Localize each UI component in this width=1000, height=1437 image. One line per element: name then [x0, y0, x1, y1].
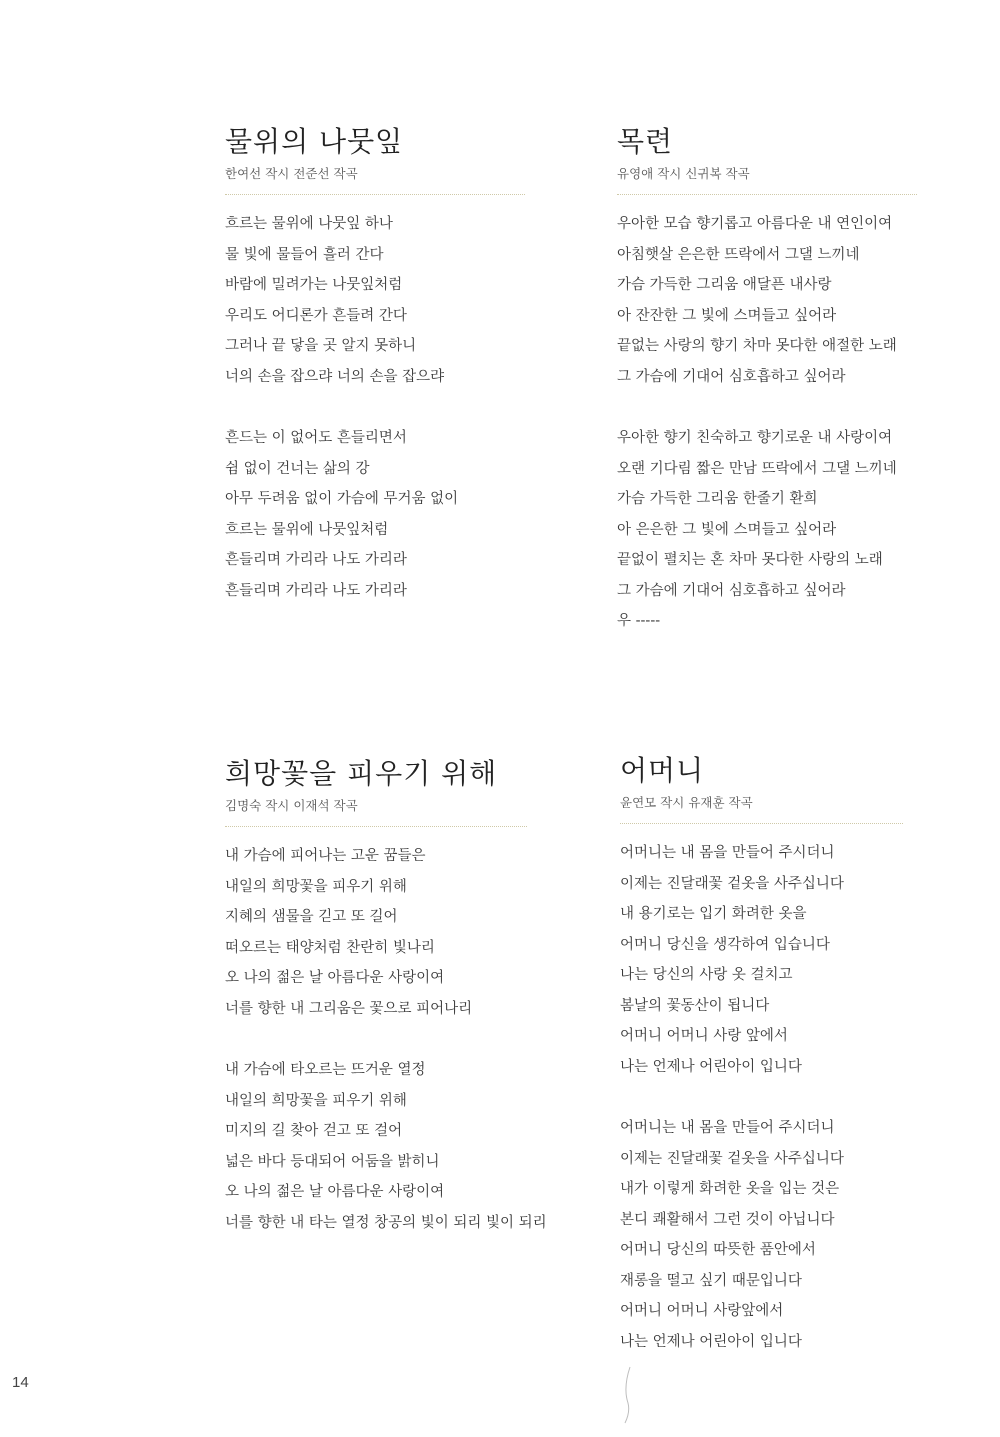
- song-block-3: [225, 756, 555, 1238]
- song-block-2: [617, 124, 947, 637]
- lyric-line: 내가 이렇게 화려한 옷을 입는 것은: [620, 1181, 840, 1197]
- song-lyrics: [620, 838, 950, 1357]
- song-title: 물위의 나뭇잎: [225, 125, 404, 158]
- song-title: 목련: [617, 125, 674, 158]
- verse-2: [225, 1055, 555, 1238]
- lyric-line: 그 가슴에 기대어 심호흡하고 싶어라: [617, 582, 846, 599]
- lyric-line: 아 잔잔한 그 빛에 스며들고 싶어라: [617, 307, 837, 324]
- lyric-line: 너를 향한 내 타는 열정 창공의 빛이 되리 빛이 되리: [225, 1214, 547, 1231]
- song-title: 어머니: [620, 754, 705, 787]
- lyric-line: 우리도 어디론가 흔들려 간다: [225, 307, 407, 324]
- page-number: 14: [12, 1374, 29, 1391]
- song-credit: 유영애 작시 신귀복 작곡: [617, 166, 750, 181]
- lyric-line: 본디 쾌활해서 그런 것이 아닙니다: [620, 1211, 835, 1228]
- song-block-1: [225, 124, 555, 606]
- song-title: 희망꽃을 피우기 위해: [225, 757, 498, 790]
- lyric-line: 흔드는 이 없어도 흔들리면서: [225, 430, 407, 446]
- lyric-line: 넓은 바다 등대되어 어둠을 밝히니: [225, 1153, 440, 1170]
- lyric-line: 내 가슴에 피어나는 고운 꿈들은: [225, 848, 426, 864]
- lyric-line: 내일의 희망꽃을 피우기 위해: [225, 1092, 407, 1109]
- lyric-line: 어머니는 내 몸을 만들어 주시더니: [620, 845, 835, 861]
- verse-1: [617, 209, 947, 392]
- song-credit: 한여선 작시 전준선 작곡: [225, 166, 358, 181]
- verse-2: [620, 1113, 950, 1357]
- lyric-line: 미지의 길 찾아 걷고 또 걸어: [225, 1123, 403, 1139]
- verse-2: [617, 423, 947, 637]
- lyric-line: 지혜의 샘물을 긷고 또 길어: [225, 909, 398, 925]
- lyric-line: 오 나의 젊은 날 아름다운 사랑이여: [225, 970, 445, 986]
- lyric-line: 그 가슴에 기대어 심호흡하고 싶어라: [617, 368, 846, 385]
- song-lyrics: [225, 209, 555, 606]
- lyric-line: 어머니 당신의 따뜻한 품안에서: [620, 1242, 816, 1258]
- title-divider: [225, 194, 525, 195]
- verse-1: [620, 838, 950, 1082]
- title-divider: [620, 823, 903, 824]
- title-divider: [617, 194, 917, 195]
- lyric-line: 나는 언제나 어린아이 입니다: [620, 1333, 802, 1350]
- lyric-line: 끝없이 펼치는 혼 차마 못다한 사랑의 노래: [617, 552, 883, 568]
- lyric-line: 어머니 어머니 사랑 앞에서: [620, 1028, 788, 1044]
- song-lyrics: [617, 209, 947, 637]
- lyric-line: 어머니 어머니 사랑앞에서: [620, 1303, 784, 1319]
- lyric-line: 이제는 진달래꽃 겉옷을 사주십니다: [620, 1150, 844, 1167]
- lyric-line: 흐르는 물위에 나뭇잎 하나: [225, 216, 393, 232]
- lyric-line: 아침햇살 은은한 뜨락에서 그댈 느끼네: [617, 246, 860, 263]
- lyric-line: 너의 손을 잡으랴 너의 손을 잡으랴: [225, 368, 445, 385]
- lyric-line: 내 용기로는 입기 화려한 옷을: [620, 906, 807, 922]
- lyric-line: 오랜 기다림 짧은 만남 뜨락에서 그댈 느끼네: [617, 460, 897, 477]
- pencil-mark-icon: [622, 1365, 634, 1425]
- verse-2: [225, 423, 555, 606]
- lyric-line: 봄날의 꽃동산이 됩니다: [620, 997, 770, 1014]
- lyric-line: 우아한 향기 친숙하고 향기로운 내 사랑이여: [617, 430, 893, 446]
- lyric-line: 물 빛에 물들어 흘러 간다: [225, 246, 384, 263]
- lyric-line: 아 은은한 그 빛에 스며들고 싶어라: [617, 521, 837, 538]
- lyric-line: 어머니는 내 몸을 만들어 주시더니: [620, 1120, 835, 1136]
- title-divider: [225, 826, 527, 827]
- lyric-line: 우 -----: [617, 613, 661, 629]
- verse-1: [225, 209, 555, 392]
- lyric-line: 어머니 당신을 생각하여 입습니다: [620, 936, 830, 953]
- lyric-line: 재롱을 떨고 싶기 때문입니다: [620, 1272, 802, 1289]
- lyric-line: 바람에 밀려가는 나뭇잎처럼: [225, 277, 403, 293]
- lyric-line: 떠오르는 태양처럼 찬란히 빛나리: [225, 939, 435, 956]
- lyric-line: 내일의 희망꽃을 피우기 위해: [225, 878, 407, 895]
- lyric-line: 그러나 끝 닿을 곳 알지 못하니: [225, 338, 417, 354]
- lyric-line: 아무 두려움 없이 가슴에 무거움 없이: [225, 491, 459, 507]
- lyric-line: 나는 당신의 사랑 옷 걸치고: [620, 967, 793, 983]
- song-credit: 김명숙 작시 이재석 작곡: [225, 798, 358, 813]
- verse-1: [225, 841, 555, 1024]
- lyric-line: 흔들리며 가리라 나도 가리라: [225, 582, 407, 599]
- song-lyrics: [225, 841, 555, 1238]
- lyric-line: 가슴 가득한 그리움 한줄기 환희: [617, 491, 818, 507]
- lyric-line: 이제는 진달래꽃 겉옷을 사주십니다: [620, 875, 844, 892]
- lyric-line: 우아한 모습 향기롭고 아름다운 내 연인이여: [617, 216, 893, 232]
- lyric-line: 내 가슴에 타오르는 뜨거운 열정: [225, 1062, 426, 1078]
- lyric-line: 나는 언제나 어린아이 입니다: [620, 1058, 802, 1075]
- lyric-line: 오 나의 젊은 날 아름다운 사랑이여: [225, 1184, 445, 1200]
- lyric-line: 너를 향한 내 그리움은 꽃으로 피어나리: [225, 1000, 473, 1017]
- lyric-line: 쉼 없이 건너는 삶의 강: [225, 460, 370, 477]
- lyric-line: 가슴 가득한 그리움 애달픈 내사랑: [617, 277, 832, 293]
- song-credit: 윤연모 작시 유재훈 작곡: [620, 795, 753, 810]
- song-block-4: [620, 753, 950, 1357]
- lyric-line: 흔들리며 가리라 나도 가리라: [225, 552, 407, 568]
- lyric-line: 흐르는 물위에 나뭇잎처럼: [225, 521, 389, 538]
- lyric-line: 끝없는 사랑의 향기 차마 못다한 애절한 노래: [617, 338, 897, 354]
